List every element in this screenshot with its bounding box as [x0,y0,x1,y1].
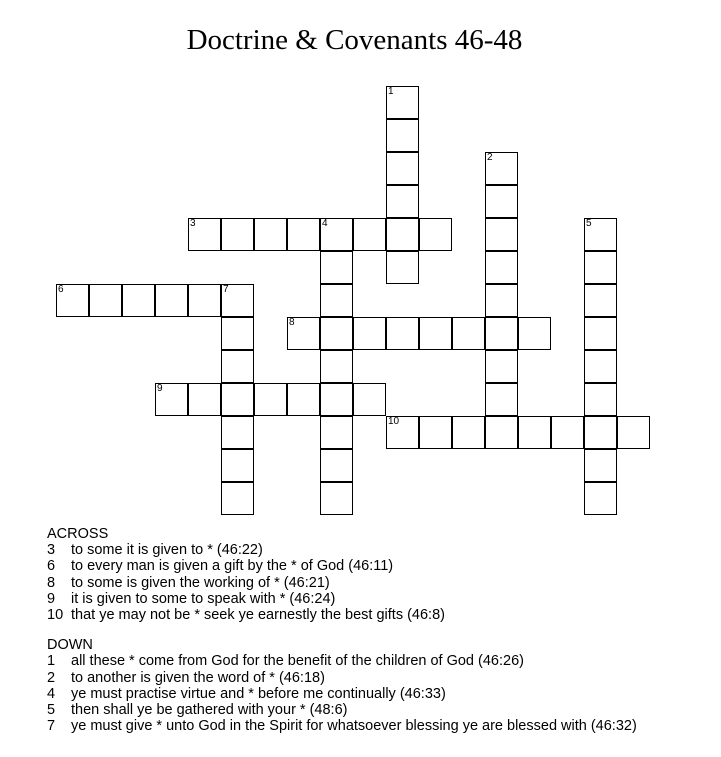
clue-number: 8 [289,317,295,328]
grid-cell[interactable] [584,449,617,482]
down-clue-list [47,653,637,734]
clue-text: it is given to some to speak with * (46:24) [71,590,336,607]
grid-cell[interactable] [353,218,386,251]
clue-number: 2 [487,152,493,163]
down-clue [47,653,637,669]
grid-cell[interactable] [287,317,320,350]
across-clue [47,558,637,574]
down-clue [47,702,637,718]
grid-cell[interactable] [320,416,353,449]
clue-text: to some is given the working of * (46:21) [71,574,330,591]
clue-number: 5 [586,218,592,229]
grid-cell[interactable] [320,482,353,515]
clues-section [47,526,637,734]
clue-number: 10 [47,607,64,624]
clue-text: then shall ye be gathered with your * (48:6) [71,702,348,719]
grid-cell[interactable] [221,416,254,449]
grid-cell[interactable] [155,284,188,317]
across-clue-list [47,542,637,623]
grid-cell[interactable] [221,482,254,515]
grid-cell[interactable] [584,416,617,449]
clue-text: to every man is given a gift by the * of God (46:11) [71,558,394,575]
clue-text: to another is given the word of * (46:18) [71,669,325,686]
grid-cell[interactable] [485,218,518,251]
across-clue [47,607,637,623]
down-heading: DOWN [47,637,93,654]
grid-cell[interactable] [221,284,254,317]
grid-cell[interactable] [155,383,188,416]
across-heading: ACROSS [47,526,109,542]
clue-number: 9 [157,383,163,394]
clue-number: 9 [47,590,56,607]
down-clue [47,686,637,702]
grid-cell[interactable] [386,152,419,185]
grid-cell[interactable] [584,482,617,515]
grid-cell[interactable] [485,416,518,449]
grid-cell[interactable] [485,185,518,218]
grid-cell[interactable] [386,218,419,251]
grid-cell[interactable] [584,383,617,416]
clue-number: 5 [47,702,56,719]
clue-number: 8 [47,574,56,591]
grid-cell[interactable] [485,383,518,416]
clue-number: 3 [190,218,196,229]
grid-cell[interactable] [386,185,419,218]
grid-cell[interactable] [221,383,254,416]
grid-cell[interactable] [617,416,650,449]
grid-cell[interactable] [584,251,617,284]
across-clue [47,591,637,607]
grid-cell[interactable] [254,383,287,416]
grid-cell[interactable] [122,284,155,317]
clue-number: 7 [47,718,56,735]
grid-cell[interactable] [320,218,353,251]
down-clue [47,718,637,734]
grid-cell[interactable] [485,152,518,185]
grid-cell[interactable] [287,383,320,416]
across-clue [47,542,637,558]
clue-number: 6 [47,558,56,575]
grid-cell[interactable] [320,284,353,317]
grid-cell[interactable] [419,317,452,350]
grid-cell[interactable] [287,218,320,251]
grid-cell[interactable] [188,218,221,251]
clue-number: 7 [223,284,229,295]
grid-cell[interactable] [518,416,551,449]
across-clue [47,575,637,591]
clue-text: that ye may not be * seek ye earnestly the best gifts (46:8) [71,607,445,624]
grid-cell[interactable] [419,218,452,251]
grid-cell[interactable] [353,383,386,416]
clue-number: 4 [322,218,328,229]
grid-cell[interactable] [221,218,254,251]
grid-cell[interactable] [419,416,452,449]
grid-cell[interactable] [320,383,353,416]
grid-cell[interactable] [518,317,551,350]
grid-cell[interactable] [320,449,353,482]
clue-number: 3 [47,542,56,559]
grid-cell[interactable] [386,416,419,449]
grid-cell[interactable] [386,251,419,284]
grid-cell[interactable] [320,317,353,350]
grid-cell[interactable] [386,317,419,350]
grid-cell[interactable] [353,317,386,350]
grid-cell[interactable] [485,284,518,317]
grid-cell[interactable] [386,119,419,152]
grid-cell[interactable] [221,350,254,383]
grid-cell[interactable] [254,218,287,251]
grid-cell[interactable] [584,284,617,317]
page-title: Doctrine & Covenants 46-48 [186,24,523,56]
clue-number: 10 [388,416,400,427]
clue-number: 1 [388,86,394,97]
grid-cell[interactable] [89,284,122,317]
grid-cell[interactable] [485,317,518,350]
clue-number: 1 [47,653,56,670]
clue-number: 6 [58,284,64,295]
grid-cell[interactable] [188,284,221,317]
grid-cell[interactable] [320,251,353,284]
down-clue [47,670,637,686]
grid-cell[interactable] [584,218,617,251]
grid-cell[interactable] [320,350,353,383]
grid-cell[interactable] [188,383,221,416]
clue-number: 2 [47,669,56,686]
clue-text: ye must give * unto God in the Spirit for whatsoever blessing ye are blessed with (46:32) [71,718,637,735]
grid-cell[interactable] [452,416,485,449]
clue-number: 4 [47,685,56,702]
grid-cell[interactable] [584,350,617,383]
grid-cell[interactable] [485,251,518,284]
clue-text: to some it is given to * (46:22) [71,542,263,559]
grid-cell[interactable] [386,86,419,119]
clue-text: ye must practise virtue and * before me continually (46:33) [71,685,446,702]
grid-cell[interactable] [56,284,89,317]
grid-cell[interactable] [221,317,254,350]
grid-cell[interactable] [485,350,518,383]
grid-cell[interactable] [584,317,617,350]
clue-text: all these * come from God for the benefit of the children of God (46:26) [71,653,524,670]
grid-cell[interactable] [452,317,485,350]
grid-cell[interactable] [551,416,584,449]
grid-cell[interactable] [221,449,254,482]
